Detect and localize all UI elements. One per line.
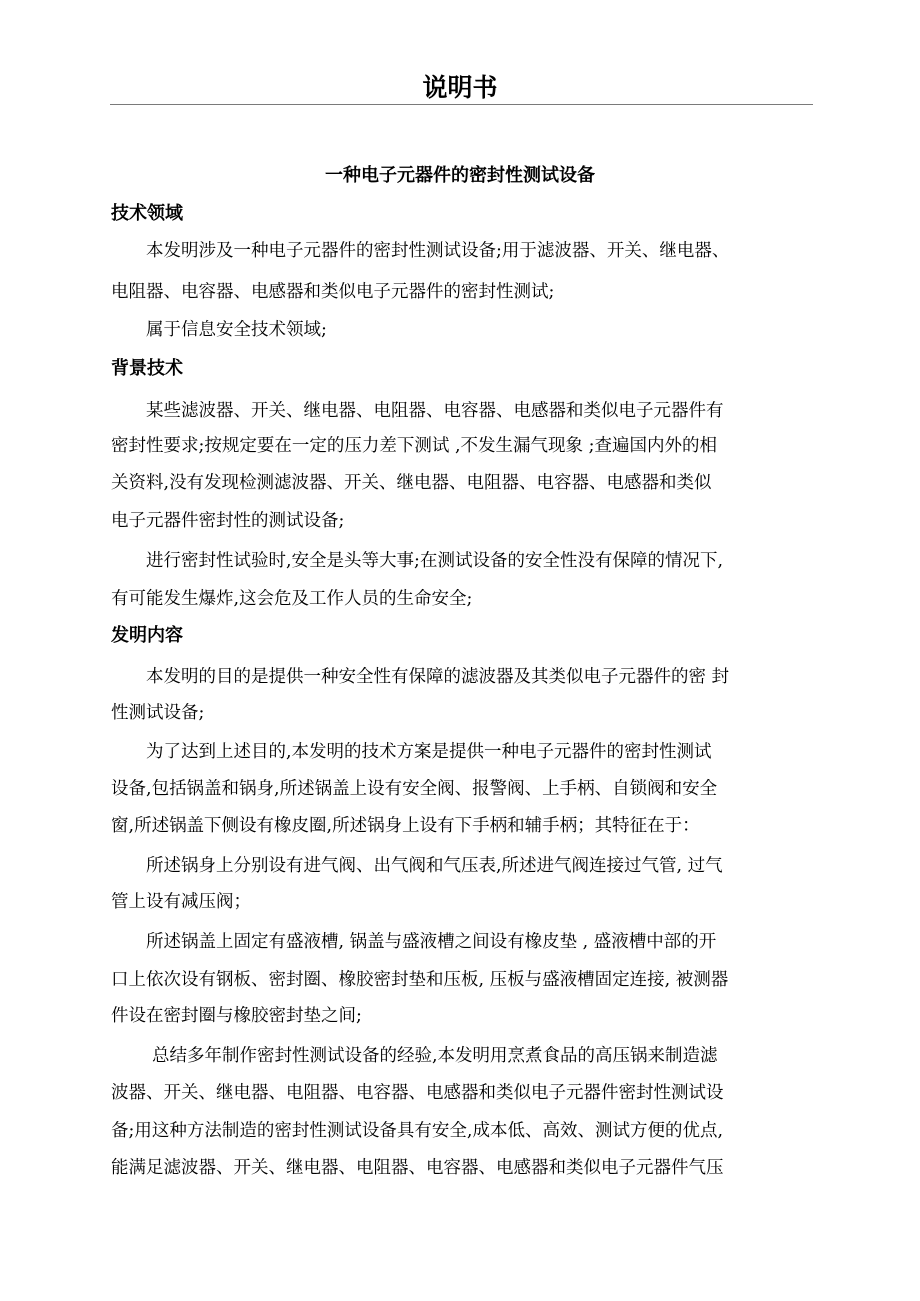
paragraph-line: 总结多年制作密封性测试设备的经验,本发明用烹煮食品的高压锅来制造滤	[152, 1046, 718, 1066]
paragraph-line: 密封性要求;按规定要在一定的压力差下测试 ,不发生漏气现象 ;查遍国内外的相	[111, 436, 717, 456]
paragraph-line: 进行密封性试验时,安全是头等大事;在测试设备的安全性没有保障的情况下,	[146, 551, 724, 571]
paragraph-line: 口上依次设有钢板、密封圈、橡胶密封垫和压板, 压板与盛液槽固定连接, 被测器	[111, 970, 729, 990]
paragraph-line: 所述锅身上分别设有进气阀、出气阀和气压表,所述进气阀连接过气管, 过气	[146, 856, 723, 876]
paragraph-line: 关资料,没有发现检测滤波器、开关、继电器、电阻器、电容器、电感器和类似	[111, 473, 712, 493]
paragraph-line: 有可能发生爆炸,这会危及工作人员的生命安全;	[111, 589, 473, 609]
paragraph-line: 为了达到上述目的,本发明的技术方案是提供一种电子元器件的密封性测试	[146, 742, 712, 762]
paragraph-line: 件设在密封圈与橡胶密封垫之间;	[111, 1006, 362, 1026]
paragraph-line: 管上设有减压阀；	[111, 892, 251, 912]
paragraph-line: 本发明的目的是提供一种安全性有保障的滤波器及其类似电子元器件的密 封	[146, 667, 730, 687]
paragraph-line: 波器、开关、继电器、电阻器、电容器、电感器和类似电子元器件密封性测试设	[111, 1083, 724, 1103]
paragraph-line: 设备,包括锅盖和锅身,所述锅盖上设有安全阀、报警阀、上手柄、自锁阀和安全	[111, 779, 718, 799]
section-heading-summary: 发明内容	[111, 625, 183, 646]
invention-title: 一种电子元器件的密封性测试设备	[325, 165, 595, 186]
document-title: 说明书	[422, 73, 498, 102]
paragraph-line: 能满足滤波器、开关、继电器、电阻器、电容器、电感器和类似电子元器件气压	[111, 1158, 724, 1178]
paragraph-line: 电子元器件密封性的测试设备;	[111, 511, 345, 531]
section-heading-technical-field: 技术领域	[111, 203, 183, 224]
paragraph-line: 所述锅盖上固定有盛液槽, 锅盖与盛液槽之间设有橡皮垫 , 盛液槽中部的开	[146, 932, 717, 952]
paragraph-line: 备;用这种方法制造的密封性测试设备具有安全,成本低、高效、测试方便的优点,	[111, 1121, 724, 1141]
paragraph-line: 电阻器、电容器、电感器和类似电子元器件的密封性测试;	[111, 282, 555, 302]
paragraph-line: 本发明涉及一种电子元器件的密封性测试设备;用于滤波器、开关、继电器、	[146, 241, 730, 261]
section-heading-background: 背景技术	[111, 358, 183, 379]
title-divider	[110, 104, 813, 105]
paragraph-line: 窗,所述锅盖下侧设有橡皮圈,所述锅身上设有下手柄和辅手柄；其特征在于：	[111, 816, 700, 836]
paragraph-line: 某些滤波器、开关、继电器、电阻器、电容器、电感器和类似电子元器件有	[146, 401, 724, 421]
paragraph-line: 性测试设备;	[111, 703, 205, 723]
paragraph-line: 属于信息安全技术领域;	[146, 320, 327, 340]
